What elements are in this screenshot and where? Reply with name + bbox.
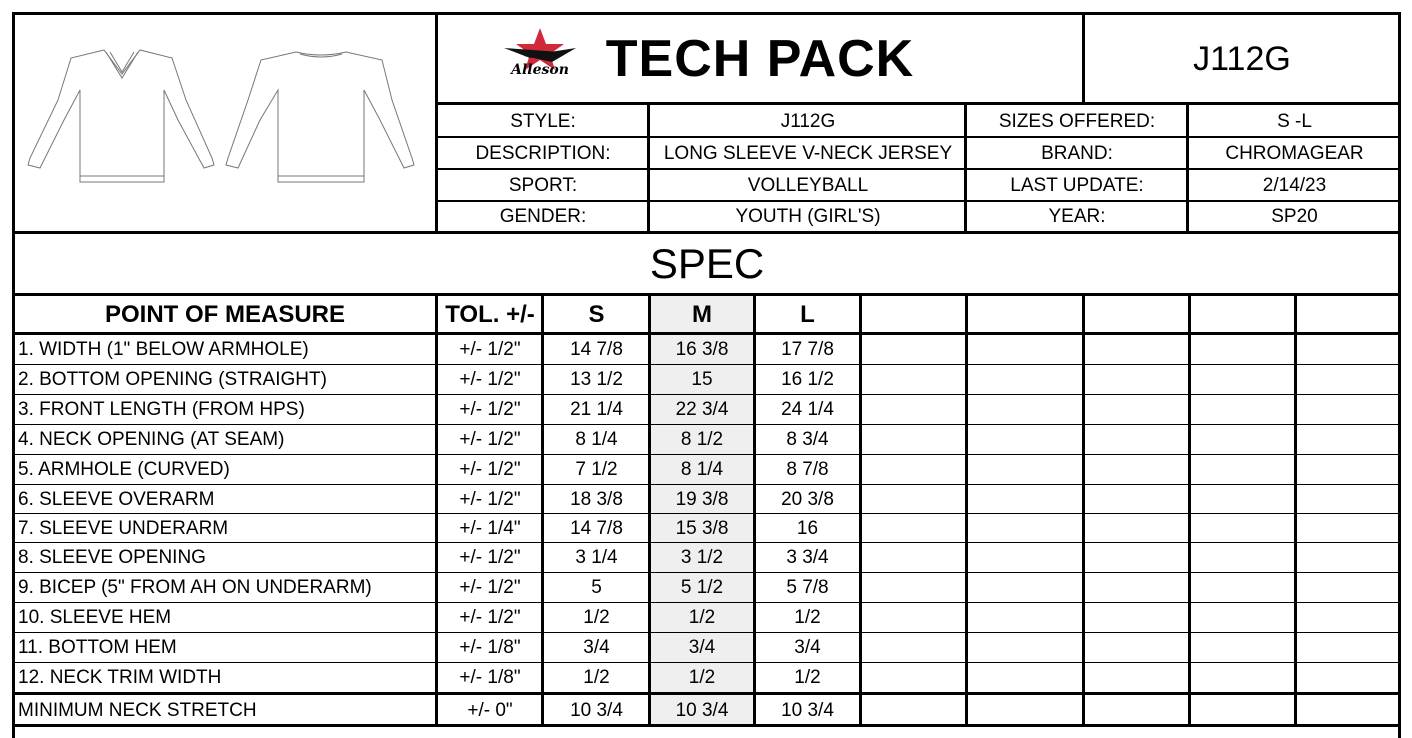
info-value-description: LONG SLEEVE V-NECK JERSEY xyxy=(663,142,953,164)
size-s-value: 3 1/4 xyxy=(575,547,618,568)
size-s-value: 3/4 xyxy=(583,637,610,658)
grid-line xyxy=(1188,293,1191,726)
size-l-value: 3/4 xyxy=(794,637,821,658)
tolerance-value: +/- 1/8" xyxy=(459,667,521,688)
info-label-sizes: SIZES OFFERED: xyxy=(998,110,1156,132)
grid-line xyxy=(14,542,1399,543)
grid-line xyxy=(859,293,862,726)
garment-sketch-image xyxy=(16,40,426,200)
grid-line xyxy=(12,231,1401,234)
info-label-style: STYLE: xyxy=(510,110,576,132)
grid-line xyxy=(1398,12,1401,738)
size-s-value: 13 1/2 xyxy=(570,369,623,390)
info-label-gender: GENDER: xyxy=(499,206,587,227)
size-m-value: 1/2 xyxy=(688,607,716,628)
size-s-value: 8 1/4 xyxy=(575,429,618,450)
size-m-value: 15 xyxy=(691,369,713,390)
column-header-size-m: M xyxy=(692,301,712,328)
measure-name: 8. SLEEVE OPENING xyxy=(18,547,206,568)
grid-line xyxy=(14,662,1399,663)
grid-line xyxy=(14,632,1399,633)
size-m-value: 1/2 xyxy=(688,667,716,688)
measure-name: 2. BOTTOM OPENING (STRAIGHT) xyxy=(18,369,327,390)
grid-line xyxy=(14,572,1399,573)
tolerance-value: +/- 1/2" xyxy=(459,607,521,628)
size-m-value: 3/4 xyxy=(688,637,716,658)
grid-line xyxy=(436,168,1399,170)
measure-name: MINIMUM NECK STRETCH xyxy=(18,700,257,721)
size-l-value: 16 1/2 xyxy=(781,369,834,390)
measure-name: 12. NECK TRIM WIDTH xyxy=(18,667,222,688)
size-s-value: 14 7/8 xyxy=(570,339,623,360)
tolerance-value: +/- 1/8" xyxy=(459,637,521,658)
grid-line xyxy=(541,293,544,726)
tolerance-value: +/- 1/2" xyxy=(459,488,521,510)
measure-name: 3. FRONT LENGTH (FROM HPS) xyxy=(18,399,305,420)
size-l-value: 1/2 xyxy=(794,667,821,688)
grid-line xyxy=(965,293,968,726)
measure-name: 1. WIDTH (1" BELOW ARMHOLE) xyxy=(18,339,309,360)
size-l-value: 17 7/8 xyxy=(781,339,834,360)
size-s-value: 1/2 xyxy=(583,607,610,628)
size-l-value: 3 3/4 xyxy=(786,547,829,568)
size-m-value: 10 3/4 xyxy=(675,700,729,721)
size-l-value: 20 3/8 xyxy=(781,488,834,510)
info-value-gender: YOUTH (GIRL'S) xyxy=(735,206,881,227)
column-header-tolerance: TOL. +/- xyxy=(445,301,535,328)
grid-line xyxy=(436,136,1399,138)
info-value-sport: VOLLEYBALL xyxy=(747,174,869,196)
size-s-value: 21 1/4 xyxy=(570,399,623,420)
grid-line xyxy=(12,293,1401,296)
size-l-value: 8 7/8 xyxy=(786,459,829,480)
grid-line xyxy=(648,293,651,726)
tolerance-value: +/- 1/2" xyxy=(459,399,521,420)
grid-line xyxy=(753,293,756,726)
grid-line xyxy=(12,724,1401,727)
grid-line xyxy=(435,102,1401,105)
size-l-value: 5 7/8 xyxy=(786,577,829,598)
measure-name: 10. SLEEVE HEM xyxy=(18,607,172,628)
measure-name: 4. NECK OPENING (AT SEAM) xyxy=(18,429,285,450)
grid-line xyxy=(1294,293,1297,726)
info-value-style: J112G xyxy=(780,110,836,132)
grid-line xyxy=(14,364,1399,365)
logo-wordmark: Alleson xyxy=(511,62,569,78)
size-m-value: 3 1/2 xyxy=(680,547,724,568)
size-m-value: 15 3/8 xyxy=(675,517,729,539)
size-l-value: 24 1/4 xyxy=(781,399,834,420)
grid-line xyxy=(14,602,1399,603)
info-label-brand: BRAND: xyxy=(1041,142,1113,164)
info-value-last-update: 2/14/23 xyxy=(1262,174,1327,196)
size-m-value: 19 3/8 xyxy=(675,488,729,510)
size-l-value: 16 xyxy=(796,517,819,539)
size-m-value: 22 3/4 xyxy=(675,399,729,420)
info-label-last-update: LAST UPDATE: xyxy=(1010,174,1144,196)
grid-line xyxy=(1082,293,1085,726)
grid-line xyxy=(436,200,1399,202)
column-header-size-s: S xyxy=(588,301,605,328)
page-title: TECH PACK xyxy=(605,30,915,88)
size-m-value: 8 1/2 xyxy=(680,429,724,450)
size-s-value: 14 7/8 xyxy=(570,517,623,539)
info-value-year: SP20 xyxy=(1271,206,1318,227)
grid-line xyxy=(14,424,1399,425)
info-value-brand: CHROMAGEAR xyxy=(1225,142,1364,164)
tolerance-value: +/- 1/2" xyxy=(459,369,521,390)
tolerance-value: +/- 1/2" xyxy=(459,547,521,568)
size-m-value: 8 1/4 xyxy=(680,459,724,480)
grid-line xyxy=(12,12,1401,15)
tolerance-value: +/- 1/2" xyxy=(459,429,521,450)
tolerance-value: +/- 1/2" xyxy=(459,459,521,480)
info-label-year: YEAR: xyxy=(1048,206,1106,227)
size-s-value: 10 3/4 xyxy=(570,700,623,721)
size-l-value: 8 3/4 xyxy=(786,429,829,450)
grid-line xyxy=(964,104,967,234)
size-s-value: 18 3/8 xyxy=(570,488,623,510)
size-s-value: 5 xyxy=(591,577,602,598)
size-s-value: 7 1/2 xyxy=(575,459,618,480)
spec-section-title: SPEC xyxy=(649,240,765,287)
tolerance-value: +/- 1/2" xyxy=(459,339,521,360)
info-label-sport: SPORT: xyxy=(508,174,578,196)
tolerance-value: +/- 1/2" xyxy=(459,577,521,598)
grid-line xyxy=(12,692,1401,695)
measure-name: 9. BICEP (5" FROM AH ON UNDERARM) xyxy=(18,577,372,598)
grid-line xyxy=(1186,104,1189,234)
measure-name: 11. BOTTOM HEM xyxy=(18,637,177,658)
grid-line xyxy=(12,12,15,738)
grid-line xyxy=(1082,12,1085,104)
grid-line xyxy=(14,484,1399,485)
size-m-value: 16 3/8 xyxy=(675,339,729,360)
tolerance-value: +/- 1/4" xyxy=(459,517,521,539)
grid-line xyxy=(647,104,650,234)
info-label-description: DESCRIPTION: xyxy=(475,142,611,164)
measure-name: 6. SLEEVE OVERARM xyxy=(18,488,215,510)
grid-line xyxy=(14,454,1399,455)
style-code-header: J112G xyxy=(1193,39,1291,78)
column-header-point-of-measure: POINT OF MEASURE xyxy=(104,301,345,328)
grid-line xyxy=(12,332,1401,335)
size-m-value: 5 1/2 xyxy=(680,577,724,598)
info-value-sizes: S -L xyxy=(1277,110,1312,132)
measure-name: 7. SLEEVE UNDERARM xyxy=(18,517,229,539)
size-l-value: 10 3/4 xyxy=(781,700,834,721)
tolerance-value: +/- 0" xyxy=(467,700,513,721)
size-l-value: 1/2 xyxy=(794,607,821,628)
measure-name: 5. ARMHOLE (CURVED) xyxy=(18,459,230,480)
column-header-size-l: L xyxy=(800,301,815,328)
grid-line xyxy=(14,394,1399,395)
size-s-value: 1/2 xyxy=(583,667,610,688)
grid-line xyxy=(435,293,438,726)
grid-line xyxy=(14,513,1399,514)
